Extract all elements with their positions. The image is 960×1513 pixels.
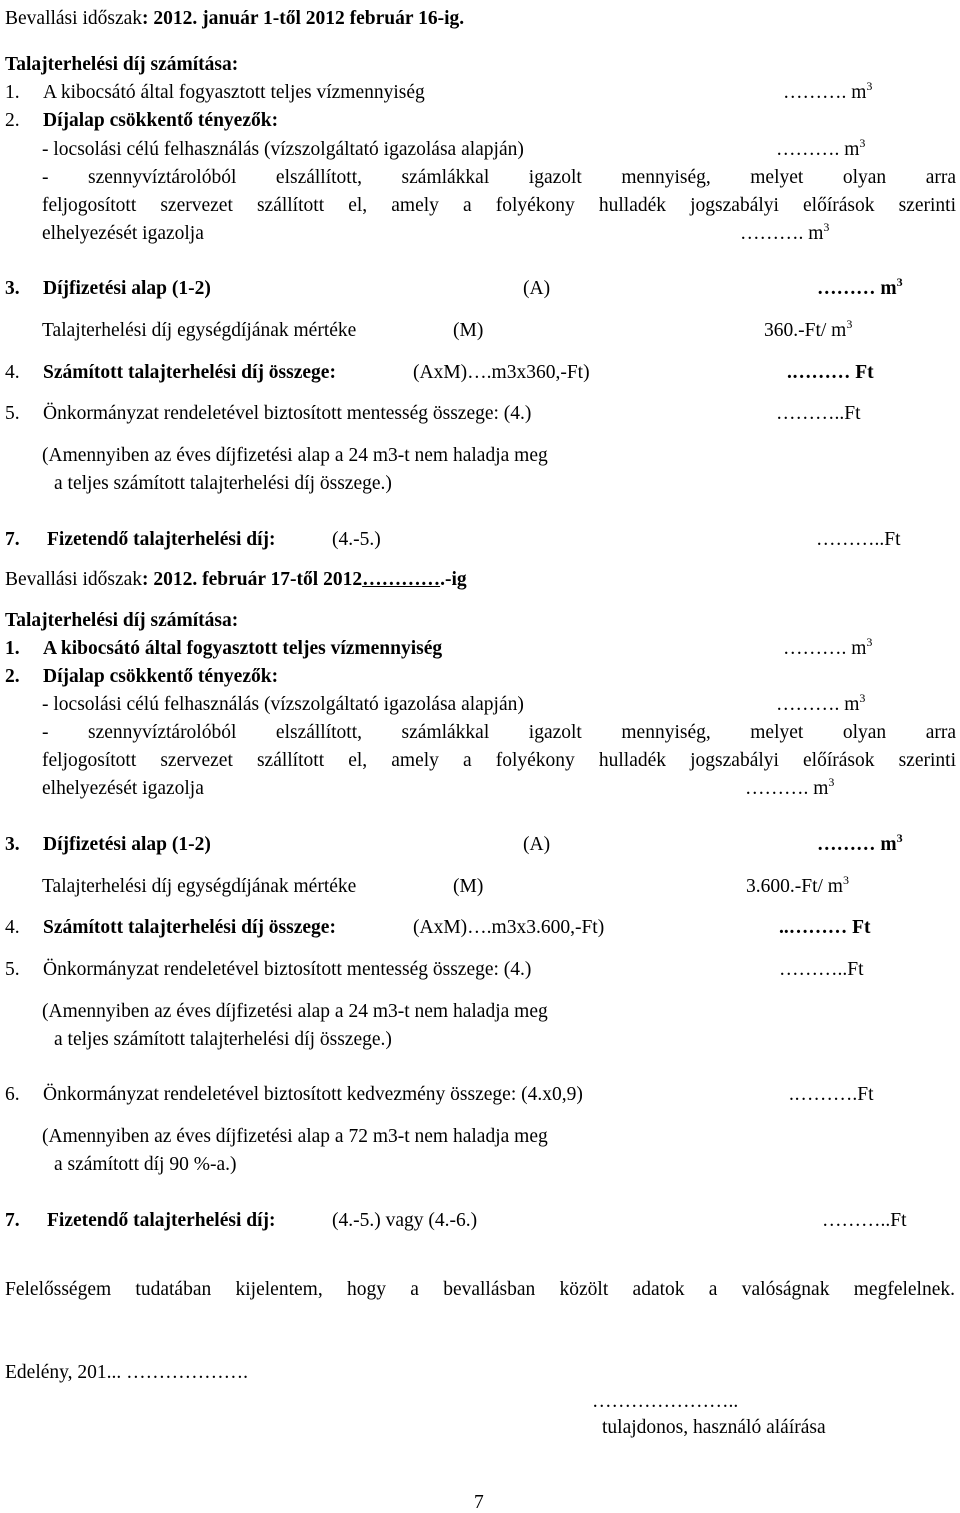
item1-row bbox=[5, 638, 443, 659]
item5-note-line2: a teljes számított talajterhelési díj összege.) bbox=[54, 473, 392, 494]
item7-label: Fizetendő talajterhelési díj: bbox=[47, 1210, 276, 1231]
item2-row bbox=[5, 666, 279, 687]
item5-row bbox=[5, 403, 532, 424]
item5-value: ………..Ft bbox=[776, 403, 861, 424]
item5-note-line1: (Amennyiben az éves díjfizetési alap a 24 m3-t nem haladja meg bbox=[42, 445, 548, 466]
item6-value: .……….Ft bbox=[789, 1084, 874, 1105]
rate-code: (M) bbox=[453, 320, 484, 341]
period-suffix: .-ig bbox=[440, 569, 467, 590]
item-number: 2. bbox=[5, 110, 20, 131]
item3-value: ……… $m^3$ bbox=[817, 275, 903, 299]
place-date: Edelény, 201... ………………. bbox=[5, 1362, 248, 1383]
item6-note-line2: a számított díj 90 %-a.) bbox=[54, 1154, 237, 1175]
item7-row bbox=[5, 1210, 478, 1231]
item2b-line1: - szennyvíztárolóból elszállított, számlákkal igazolt mennyiség, melyet olyan arra bbox=[42, 167, 956, 188]
item-number: 2. bbox=[5, 666, 20, 687]
rate-value: 3.600.-Ft/ $m^3$ bbox=[746, 873, 849, 897]
item1-value: ………. $m^3$ bbox=[783, 635, 873, 659]
period-label: Bevallási időszak bbox=[5, 569, 143, 590]
item5-value: ………..Ft bbox=[779, 959, 864, 980]
item2-label: Díjalap csökkentő tényezők: bbox=[43, 110, 279, 131]
item7-row bbox=[5, 529, 381, 550]
item3-row bbox=[5, 278, 211, 299]
item2-label: Díjalap csökkentő tényezők: bbox=[43, 666, 279, 687]
item-number: 3. bbox=[5, 278, 20, 299]
rate-label: Talajterhelési díj egységdíjának mértéke bbox=[42, 876, 357, 897]
rate-value: 360.-Ft/ $m^3$ bbox=[764, 317, 853, 341]
item-number: 5. bbox=[5, 403, 20, 424]
item6-label: Önkormányzat rendeletével biztosított kedvezmény összege: (4.x0,9) bbox=[43, 1084, 583, 1105]
item7-formula: (4.-5.) vagy (4.-6.) bbox=[332, 1210, 478, 1231]
item3-row bbox=[5, 834, 211, 855]
item-number: 5. bbox=[5, 959, 20, 980]
item1-label: A kibocsátó által fogyasztott teljes vízmennyiség bbox=[43, 638, 443, 659]
item-number: 1. bbox=[5, 638, 20, 659]
calc-title-2: Talajterhelési díj számítása: bbox=[5, 610, 239, 631]
item2b-value: ………. $m^3$ bbox=[740, 220, 830, 244]
item4-formula: (AxM)….m3x360,-Ft) bbox=[413, 362, 590, 383]
item-number: 7. bbox=[5, 1210, 20, 1231]
item-number: 4. bbox=[5, 917, 20, 938]
item2a-label: - locsolási célú felhasználás (vízszolgáltató igazolása alapján) bbox=[42, 139, 524, 160]
item7-value: ………..Ft bbox=[822, 1210, 907, 1231]
item3-value: ……… $m^3$ bbox=[817, 831, 903, 855]
item-number: 6. bbox=[5, 1084, 20, 1105]
calc-title-1: Talajterhelési díj számítása: bbox=[5, 54, 239, 75]
item5-label: Önkormányzat rendeletével biztosított mentesség összege: (4.) bbox=[43, 403, 532, 424]
item4-label: Számított talajterhelési díj összege: bbox=[43, 362, 336, 383]
item-number: 4. bbox=[5, 362, 20, 383]
item4-formula: (AxM)….m3x3.600,-Ft) bbox=[413, 917, 605, 938]
item4-value: .……… Ft bbox=[787, 362, 874, 383]
period-header-1 bbox=[5, 8, 464, 29]
item1-label: A kibocsátó által fogyasztott teljes vízmennyiség bbox=[43, 82, 425, 103]
item2a-label: - locsolási célú felhasználás (vízszolgáltató igazolása alapján) bbox=[42, 694, 524, 715]
item7-label: Fizetendő talajterhelési díj: bbox=[47, 529, 276, 550]
item4-value: ..……… Ft bbox=[779, 917, 871, 938]
signature-label: tulajdonos, használó aláírása bbox=[602, 1417, 826, 1438]
item5-note-line1: (Amennyiben az éves díjfizetési alap a 24 m3-t nem haladja meg bbox=[42, 1001, 548, 1022]
item2b-line2: feljogosított szervezet szállított el, amely a folyékony hulladék jogszabályi előírások szerinti bbox=[42, 195, 956, 216]
period-value: : 2012. február 17-től 2012 bbox=[142, 569, 363, 590]
item4-label: Számított talajterhelési díj összege: bbox=[43, 917, 336, 938]
item2a-value: ………. $m^3$ bbox=[776, 136, 866, 160]
item7-formula: (4.-5.) bbox=[332, 529, 381, 550]
item-number: 7. bbox=[5, 529, 20, 550]
period-label: Bevallási időszak bbox=[5, 8, 143, 29]
item6-note-line1: (Amennyiben az éves díjfizetési alap a 72 m3-t nem haladja meg bbox=[42, 1126, 548, 1147]
item5-note-line2: a teljes számított talajterhelési díj összege.) bbox=[54, 1029, 392, 1050]
item3-label: Díjfizetési alap (1-2) bbox=[43, 278, 211, 299]
item2b-value: ………. $m^3$ bbox=[745, 775, 835, 799]
rate-code: (M) bbox=[453, 876, 484, 897]
item2b-line3: elhelyezését igazolja bbox=[42, 778, 204, 799]
item-number: 3. bbox=[5, 834, 20, 855]
period-header-2 bbox=[5, 569, 467, 590]
rate-label: Talajterhelési díj egységdíjának mértéke bbox=[42, 320, 357, 341]
item2b-line1: - szennyvíztárolóból elszállított, számlákkal igazolt mennyiség, melyet olyan arra bbox=[42, 722, 956, 743]
item5-label: Önkormányzat rendeletével biztosított mentesség összege: (4.) bbox=[43, 959, 532, 980]
period-value: : 2012. január 1-től 2012 február 16-ig. bbox=[142, 8, 465, 29]
item1-value: ………. $m^3$ bbox=[783, 79, 873, 103]
signature-dots: ………………….. bbox=[592, 1391, 739, 1412]
item4-row bbox=[5, 362, 336, 383]
item3-code: (A) bbox=[523, 834, 551, 855]
period-dots: ………… bbox=[362, 569, 441, 590]
item7-value: ………..Ft bbox=[816, 529, 901, 550]
item-number: 1. bbox=[5, 82, 20, 103]
item2b-line2: feljogosított szervezet szállított el, amely a folyékony hulladék jogszabályi előírások szerinti bbox=[42, 750, 956, 771]
item3-label: Díjfizetési alap (1-2) bbox=[43, 834, 211, 855]
item4-row bbox=[5, 917, 336, 938]
item2a-value: ………. $m^3$ bbox=[776, 691, 866, 715]
item5-row bbox=[5, 959, 532, 980]
declaration: Felelősségem tudatában kijelentem, hogy a bevallásban közölt adatok a valóságnak megfelelnek. bbox=[5, 1279, 955, 1300]
item6-row bbox=[5, 1084, 583, 1105]
item2-row bbox=[5, 110, 279, 131]
item3-code: (A) bbox=[523, 278, 551, 299]
item1-row bbox=[5, 82, 425, 103]
item2b-line3: elhelyezését igazolja bbox=[42, 223, 204, 244]
page-number: 7 bbox=[474, 1492, 484, 1513]
